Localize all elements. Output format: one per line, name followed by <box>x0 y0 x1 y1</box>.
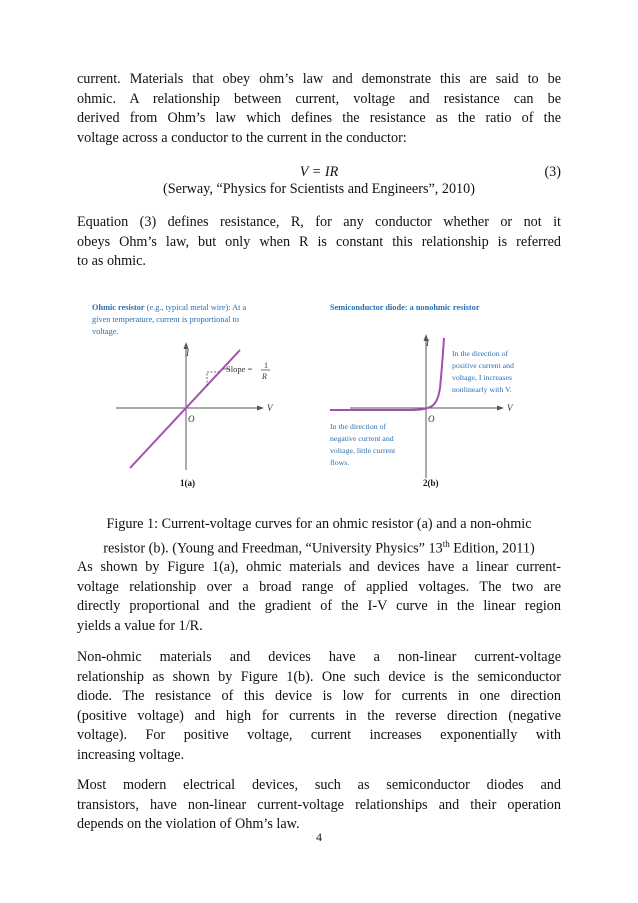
paragraph-modern-devices <box>77 776 561 835</box>
ohmic-resistor-figure <box>90 298 290 488</box>
text-line: relationship as shown by Figure 1(b). One such device is the semiconductor <box>77 668 561 685</box>
diode-iv-curve <box>330 338 444 410</box>
text-line: obeys Ohm’s law, but only when R is constant this relationship is referred <box>77 233 561 250</box>
figure-title: Ohmic resistor (e.g., typical metal wire): At a <box>92 303 247 312</box>
note-line: positive current and <box>452 361 514 370</box>
text-line: depends on the violation of Ohm’s law. <box>77 816 300 832</box>
paragraph-resistance-definition <box>77 213 561 272</box>
note-line: In the direction of <box>452 349 509 358</box>
equation-number: (3) <box>544 164 561 180</box>
text-line: derived from Ohm’s law which defines the resistance as the ratio of the <box>77 110 561 126</box>
figure-title-line: voltage. <box>92 327 119 336</box>
text-line: increasing voltage. <box>77 746 185 763</box>
arrow-right-icon <box>497 406 504 411</box>
negative-direction-note <box>330 422 396 467</box>
note-line: negative current and <box>330 434 394 443</box>
note-line: nonlinearly with V. <box>452 385 512 394</box>
text-line: Most modern electrical devices, such as semiconductor diodes and <box>77 777 561 793</box>
origin-label: O <box>428 414 435 424</box>
figure-label-1a: 1(a) <box>180 478 195 488</box>
text-line: diode. The resistance of this device is low for currents in one direction <box>77 688 561 704</box>
paragraph-non-ohmic <box>77 648 561 765</box>
note-line: voltage, I increases <box>452 373 512 382</box>
text-line: current. Materials that obey ohm’s law and demonstrate this are said to be <box>77 71 561 87</box>
axis-label-v: V <box>267 403 273 413</box>
figure-caption <box>77 515 561 559</box>
diode-figure <box>330 298 540 488</box>
text-line: voltage across a conductor to the current in the conductor: <box>77 129 407 146</box>
positive-direction-note <box>452 349 514 394</box>
text-line: voltage). For positive voltage, current increases exponentially with <box>77 727 561 743</box>
text-line: directly proportional and the gradient of the I-V curve in the linear region <box>77 598 561 614</box>
slope-numerator: 1 <box>264 361 268 370</box>
caption-line <box>77 535 561 559</box>
equation-citation: (Serway, “Physics for Scientists and Engineers”, 2010) <box>163 181 475 197</box>
figure-label-2b: 2(b) <box>423 478 439 488</box>
paragraph-ohmic-linear <box>77 558 561 636</box>
text-line: yields a value for 1/R. <box>77 617 203 634</box>
text-line: to as ohmic. <box>77 253 146 269</box>
equation: V = IR <box>299 164 339 180</box>
arrow-right-icon <box>257 406 264 411</box>
paragraph-ohmic-intro <box>77 70 561 148</box>
text-line: Non-ohmic materials and devices have a non-linear current-voltage <box>77 649 561 665</box>
text-line: ohmic. A relationship between current, voltage and resistance can be <box>77 90 561 107</box>
text-line: Equation (3) defines resistance, R, for any conductor whether or not it <box>77 214 561 230</box>
axis-label-i: I <box>426 338 429 348</box>
caption-superscript: th <box>442 538 450 549</box>
note-line: voltage, little current <box>330 446 396 455</box>
axis-label-v: V <box>507 403 513 413</box>
figure-title-line: given temperature, current is proportional to <box>92 315 239 324</box>
slope-label: Slope = <box>226 364 253 374</box>
page-number: 4 <box>316 830 322 844</box>
note-line: In the direction of <box>330 422 387 431</box>
text-line: voltage relationship over a broad range of applied voltages. The two are <box>77 578 561 595</box>
note-line: flows. <box>330 458 350 467</box>
ohmic-iv-line <box>130 350 240 468</box>
figure-title: Semiconductor diode: a nonohmic resistor <box>330 303 480 312</box>
caption-text: resistor (b). (Young and Freedman, “University Physics” 13 <box>103 540 443 557</box>
axis-label-i: I <box>186 348 189 358</box>
text-line: transistors, have non-linear current-voltage relationships and their operation <box>77 796 561 813</box>
text-line: As shown by Figure 1(a), ohmic materials and devices have a linear current- <box>77 559 561 575</box>
text-line: (positive voltage) and high for currents in the reverse direction (negative <box>77 707 561 724</box>
slope-denominator: R <box>262 372 267 381</box>
origin-label: O <box>188 414 195 424</box>
caption-text: Edition, 2011) <box>449 540 535 557</box>
caption-line: Figure 1: Current-voltage curves for an ohmic resistor (a) and a non-ohmic <box>106 516 532 532</box>
